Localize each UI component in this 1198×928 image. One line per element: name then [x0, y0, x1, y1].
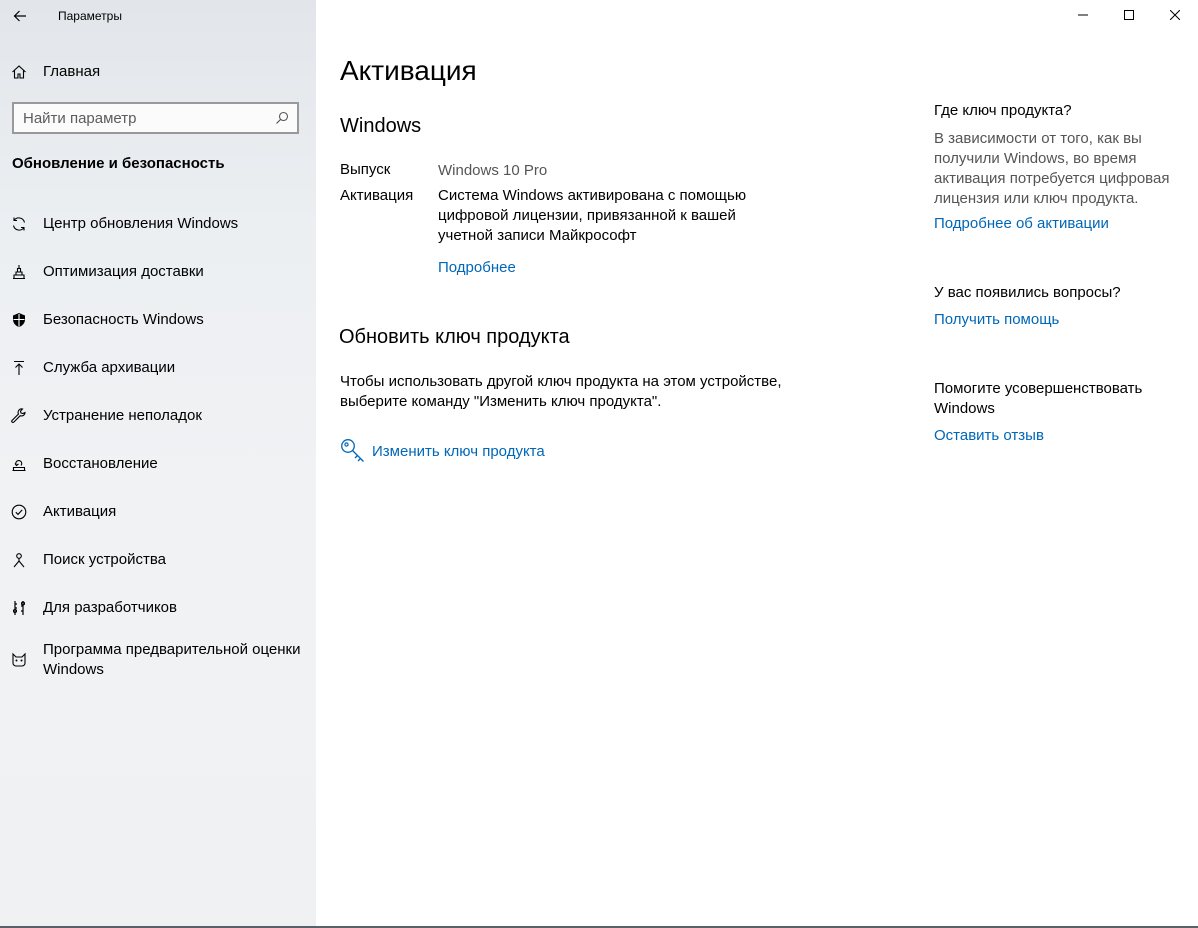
wrench-icon: [11, 408, 27, 424]
sidebar-item-developers[interactable]: [0, 584, 316, 632]
minimize-button[interactable]: [1060, 0, 1106, 30]
maximize-button[interactable]: [1106, 0, 1152, 30]
aside-heading-improve: Помогите усовершенствовать Windows: [934, 380, 1143, 417]
aside-heading-questions: У вас появились вопросы?: [934, 284, 1121, 301]
check-circle-icon: [11, 504, 27, 520]
sidebar-item-label: Активация: [43, 503, 117, 520]
feedback-link[interactable]: Оставить отзыв: [934, 427, 1044, 444]
search-icon[interactable]: [267, 111, 297, 125]
sidebar-item-backup[interactable]: [0, 344, 316, 392]
aside-heading-where-key: Где ключ продукта?: [934, 102, 1072, 119]
sidebar-item-home[interactable]: [0, 56, 316, 88]
delivery-optimization-icon: [11, 264, 27, 280]
window-controls: [1060, 0, 1198, 32]
search-box[interactable]: [12, 102, 299, 134]
edition-label: Выпуск: [340, 161, 391, 178]
recovery-icon: [11, 456, 27, 472]
activation-label: Активация: [340, 187, 414, 204]
change-key-button[interactable]: [340, 438, 545, 464]
sidebar-item-find-device[interactable]: [0, 536, 316, 584]
sidebar-item-label: Для разработчиков: [43, 599, 177, 616]
close-button[interactable]: [1152, 0, 1198, 30]
sidebar-item-activation[interactable]: [0, 488, 316, 536]
home-icon: [11, 64, 27, 80]
find-device-icon: [11, 552, 27, 568]
sidebar: [0, 0, 316, 928]
back-button[interactable]: [0, 0, 40, 32]
activation-status: Система Windows активирована с помощью цифровой лицензии, привязанной к вашей учетной записи Майкрософт: [438, 187, 747, 244]
maximize-icon: [1124, 10, 1134, 20]
more-info-link[interactable]: Подробнее: [438, 259, 516, 276]
app-title: Параметры: [58, 9, 122, 23]
shield-icon: [11, 312, 27, 328]
sync-icon: [11, 216, 27, 232]
windows-heading: Windows: [340, 115, 422, 137]
sidebar-item-label: Центр обновления Windows: [43, 215, 239, 232]
sidebar-item-label: Восстановление: [43, 455, 158, 472]
close-icon: [1170, 10, 1180, 20]
page-title: Активация: [340, 55, 477, 86]
sidebar-item-label: Безопасность Windows: [43, 311, 204, 328]
sidebar-item-insider[interactable]: [0, 632, 316, 688]
sidebar-item-windows-update[interactable]: [0, 200, 316, 248]
key-icon: [340, 438, 366, 464]
activation-details-link[interactable]: Подробнее об активации: [934, 215, 1109, 232]
sidebar-item-recovery[interactable]: [0, 440, 316, 488]
sidebar-item-label: Служба архивации: [43, 359, 176, 376]
sidebar-item-label: Оптимизация доставки: [43, 263, 204, 280]
update-key-heading: Обновить ключ продукта: [339, 326, 570, 348]
sidebar-item-label: Программа предварительной оценки Windows: [43, 641, 301, 678]
edition-value: Windows 10 Pro: [438, 162, 548, 179]
backup-arrow-icon: [11, 360, 27, 376]
sidebar-item-label: Поиск устройства: [43, 551, 167, 568]
minimize-icon: [1078, 10, 1088, 20]
sidebar-nav: [0, 200, 316, 688]
insider-cat-icon: [11, 652, 27, 668]
developer-icon: [11, 600, 27, 616]
sidebar-item-label: Устранение неполадок: [43, 407, 202, 424]
search-input[interactable]: [14, 110, 267, 127]
sidebar-item-troubleshoot[interactable]: [0, 392, 316, 440]
back-arrow-icon: [13, 10, 27, 22]
change-key-link[interactable]: Изменить ключ продукта: [372, 442, 545, 460]
sidebar-section-title: Обновление и безопасность: [12, 155, 225, 172]
get-help-link[interactable]: Получить помощь: [934, 311, 1060, 328]
sidebar-item-label: Главная: [43, 63, 101, 80]
sidebar-item-delivery-optimization[interactable]: [0, 248, 316, 296]
aside-text-where-key: В зависимости от того, как вы получили Windows, во время активация потребуется цифровая лицензия или ключ продукта.: [934, 130, 1170, 207]
titlebar: [0, 0, 316, 32]
update-key-description: Чтобы использовать другой ключ продукта на этом устройстве, выберите команду "Изменить ключ продукта".: [340, 373, 782, 410]
sidebar-item-windows-security[interactable]: [0, 296, 316, 344]
